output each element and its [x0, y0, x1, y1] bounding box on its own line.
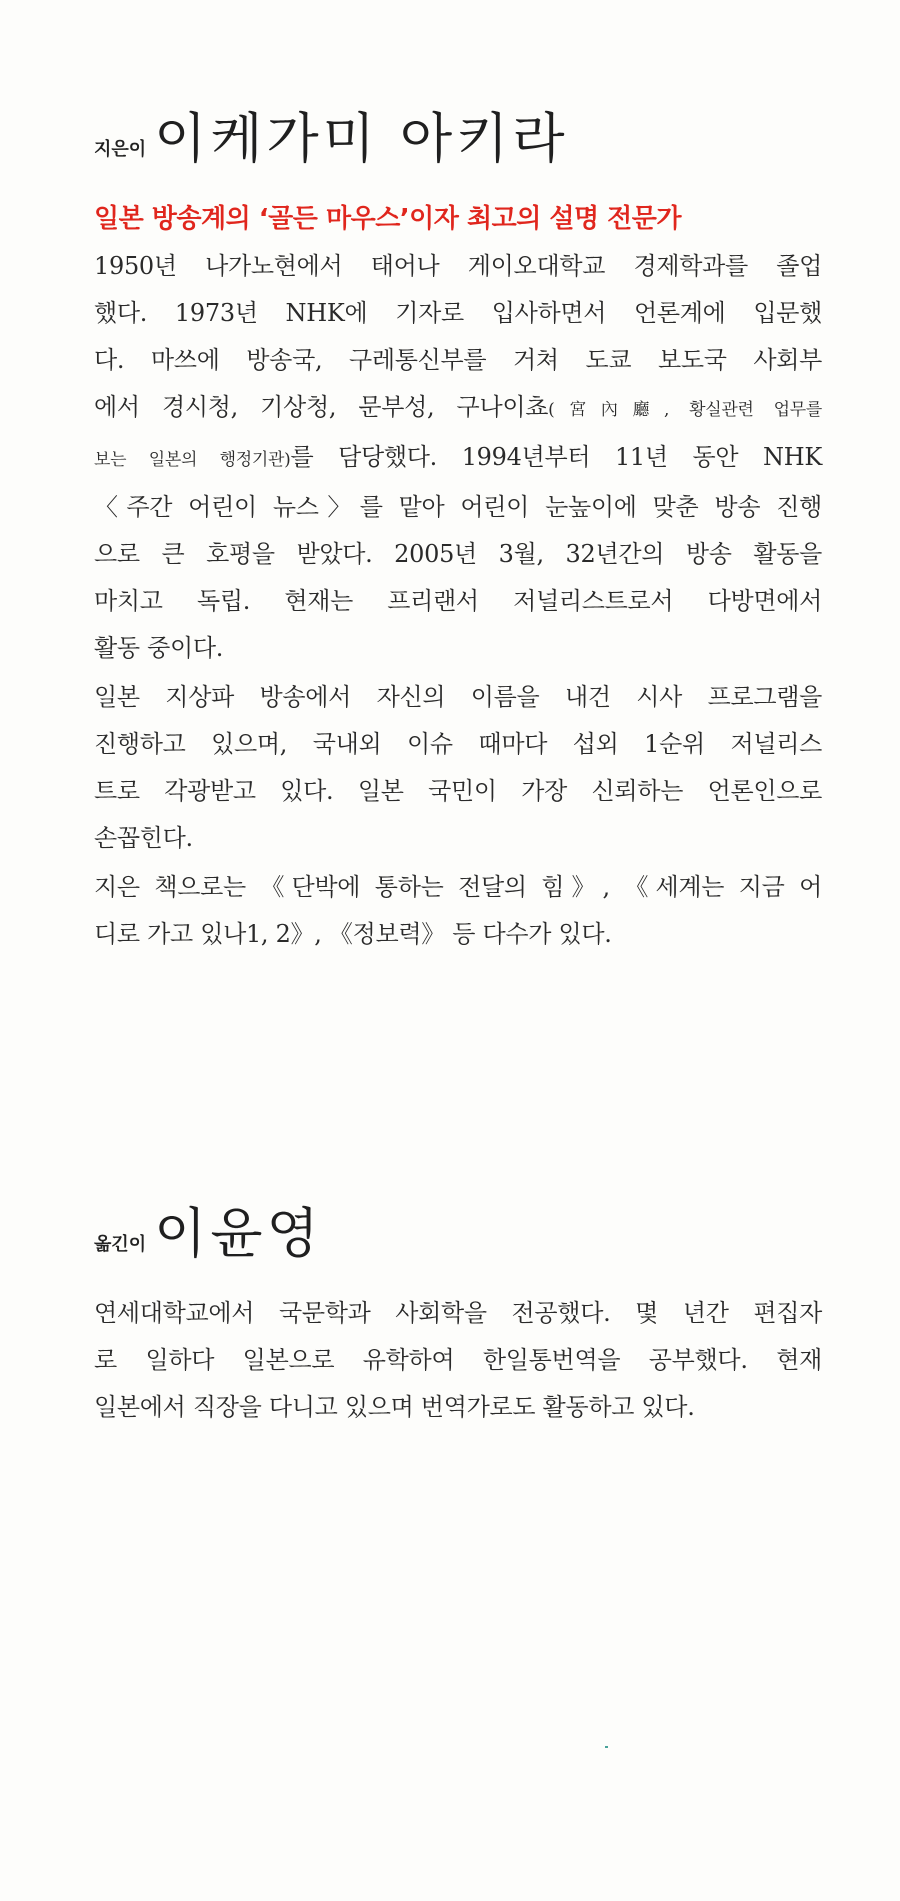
text-line: 마치고 독립. 현재는 프리랜서 저널리스트로서 다방면에서 — [94, 587, 822, 615]
text-segment: 에서 경시청, 기상청, 문부성, 구나이쵸 — [94, 393, 549, 421]
text-line: 했다. 1973년 NHK에 기자로 입사하면서 언론계에 입문했 — [94, 299, 822, 327]
text-line: 으로 큰 호평을 받았다. 2005년 3월, 32년간의 방송 활동을 — [94, 540, 822, 568]
text-line — [94, 434, 822, 484]
text-line: 활동 중이다. — [94, 634, 224, 662]
annotation-text: 보는 일본의 행정기관) — [94, 450, 291, 470]
annotation-text: (宮內廳, 황실관련 업무를 — [548, 400, 822, 420]
text-line: 다. 마쓰에 방송국, 구레통신부를 거쳐 도쿄 보도국 사회부 — [94, 346, 822, 374]
text-line — [94, 384, 822, 434]
translator-name: 이윤영 — [154, 1202, 323, 1265]
author-section — [0, 95, 900, 958]
author-bio-paragraph-3 — [94, 864, 822, 958]
text-line: 지은 책으로는 《단박에 통하는 전달의 힘》, 《세계는 지금 어 — [94, 873, 822, 901]
text-line: 1950년 나가노현에서 태어나 게이오대학교 경제학과를 졸업 — [94, 252, 822, 280]
text-line: 연세대학교에서 국문학과 사회학을 전공했다. 몇 년간 편집자 — [94, 1299, 822, 1327]
author-role-label: 지은이 — [94, 139, 147, 160]
author-bio-paragraph-2 — [94, 674, 822, 862]
text-line: 일본에서 직장을 다니고 있으며 번역가로도 활동하고 있다. — [94, 1393, 695, 1421]
author-tagline: 일본 방송계의 ‘골든 마우스’이자 최고의 설명 전문가 — [94, 204, 682, 234]
author-name: 이케가미 아키라 — [154, 107, 569, 170]
text-line: 진행하고 있으며, 국내외 이슈 때마다 섭외 1순위 저널리스 — [94, 730, 822, 758]
text-line: 손꼽힌다. — [94, 824, 193, 852]
text-line: 트로 각광받고 있다. 일본 국민이 가장 신뢰하는 언론인으로 — [94, 777, 822, 805]
text-line: 〈주간 어린이 뉴스〉를 맡아 어린이 눈높이에 맞춘 방송 진행 — [94, 493, 822, 521]
author-heading — [94, 95, 900, 175]
translator-bio-paragraph — [94, 1290, 822, 1431]
translator-role-label: 옮긴이 — [94, 1234, 147, 1255]
translator-heading — [94, 1190, 900, 1270]
text-segment: 를 담당했다. 1994년부터 11년 동안 NHK — [290, 443, 822, 471]
text-line: 디로 가고 있나1, 2》, 《정보력》 등 다수가 있다. — [94, 920, 612, 948]
text-line: 일본 지상파 방송에서 자신의 이름을 내건 시사 프로그램을 — [94, 683, 822, 711]
print-speck — [605, 1746, 608, 1748]
text-line: 로 일하다 일본으로 유학하여 한일통번역을 공부했다. 현재 — [94, 1346, 822, 1374]
translator-section — [0, 1190, 900, 1431]
author-bio-paragraph-1 — [94, 243, 822, 672]
